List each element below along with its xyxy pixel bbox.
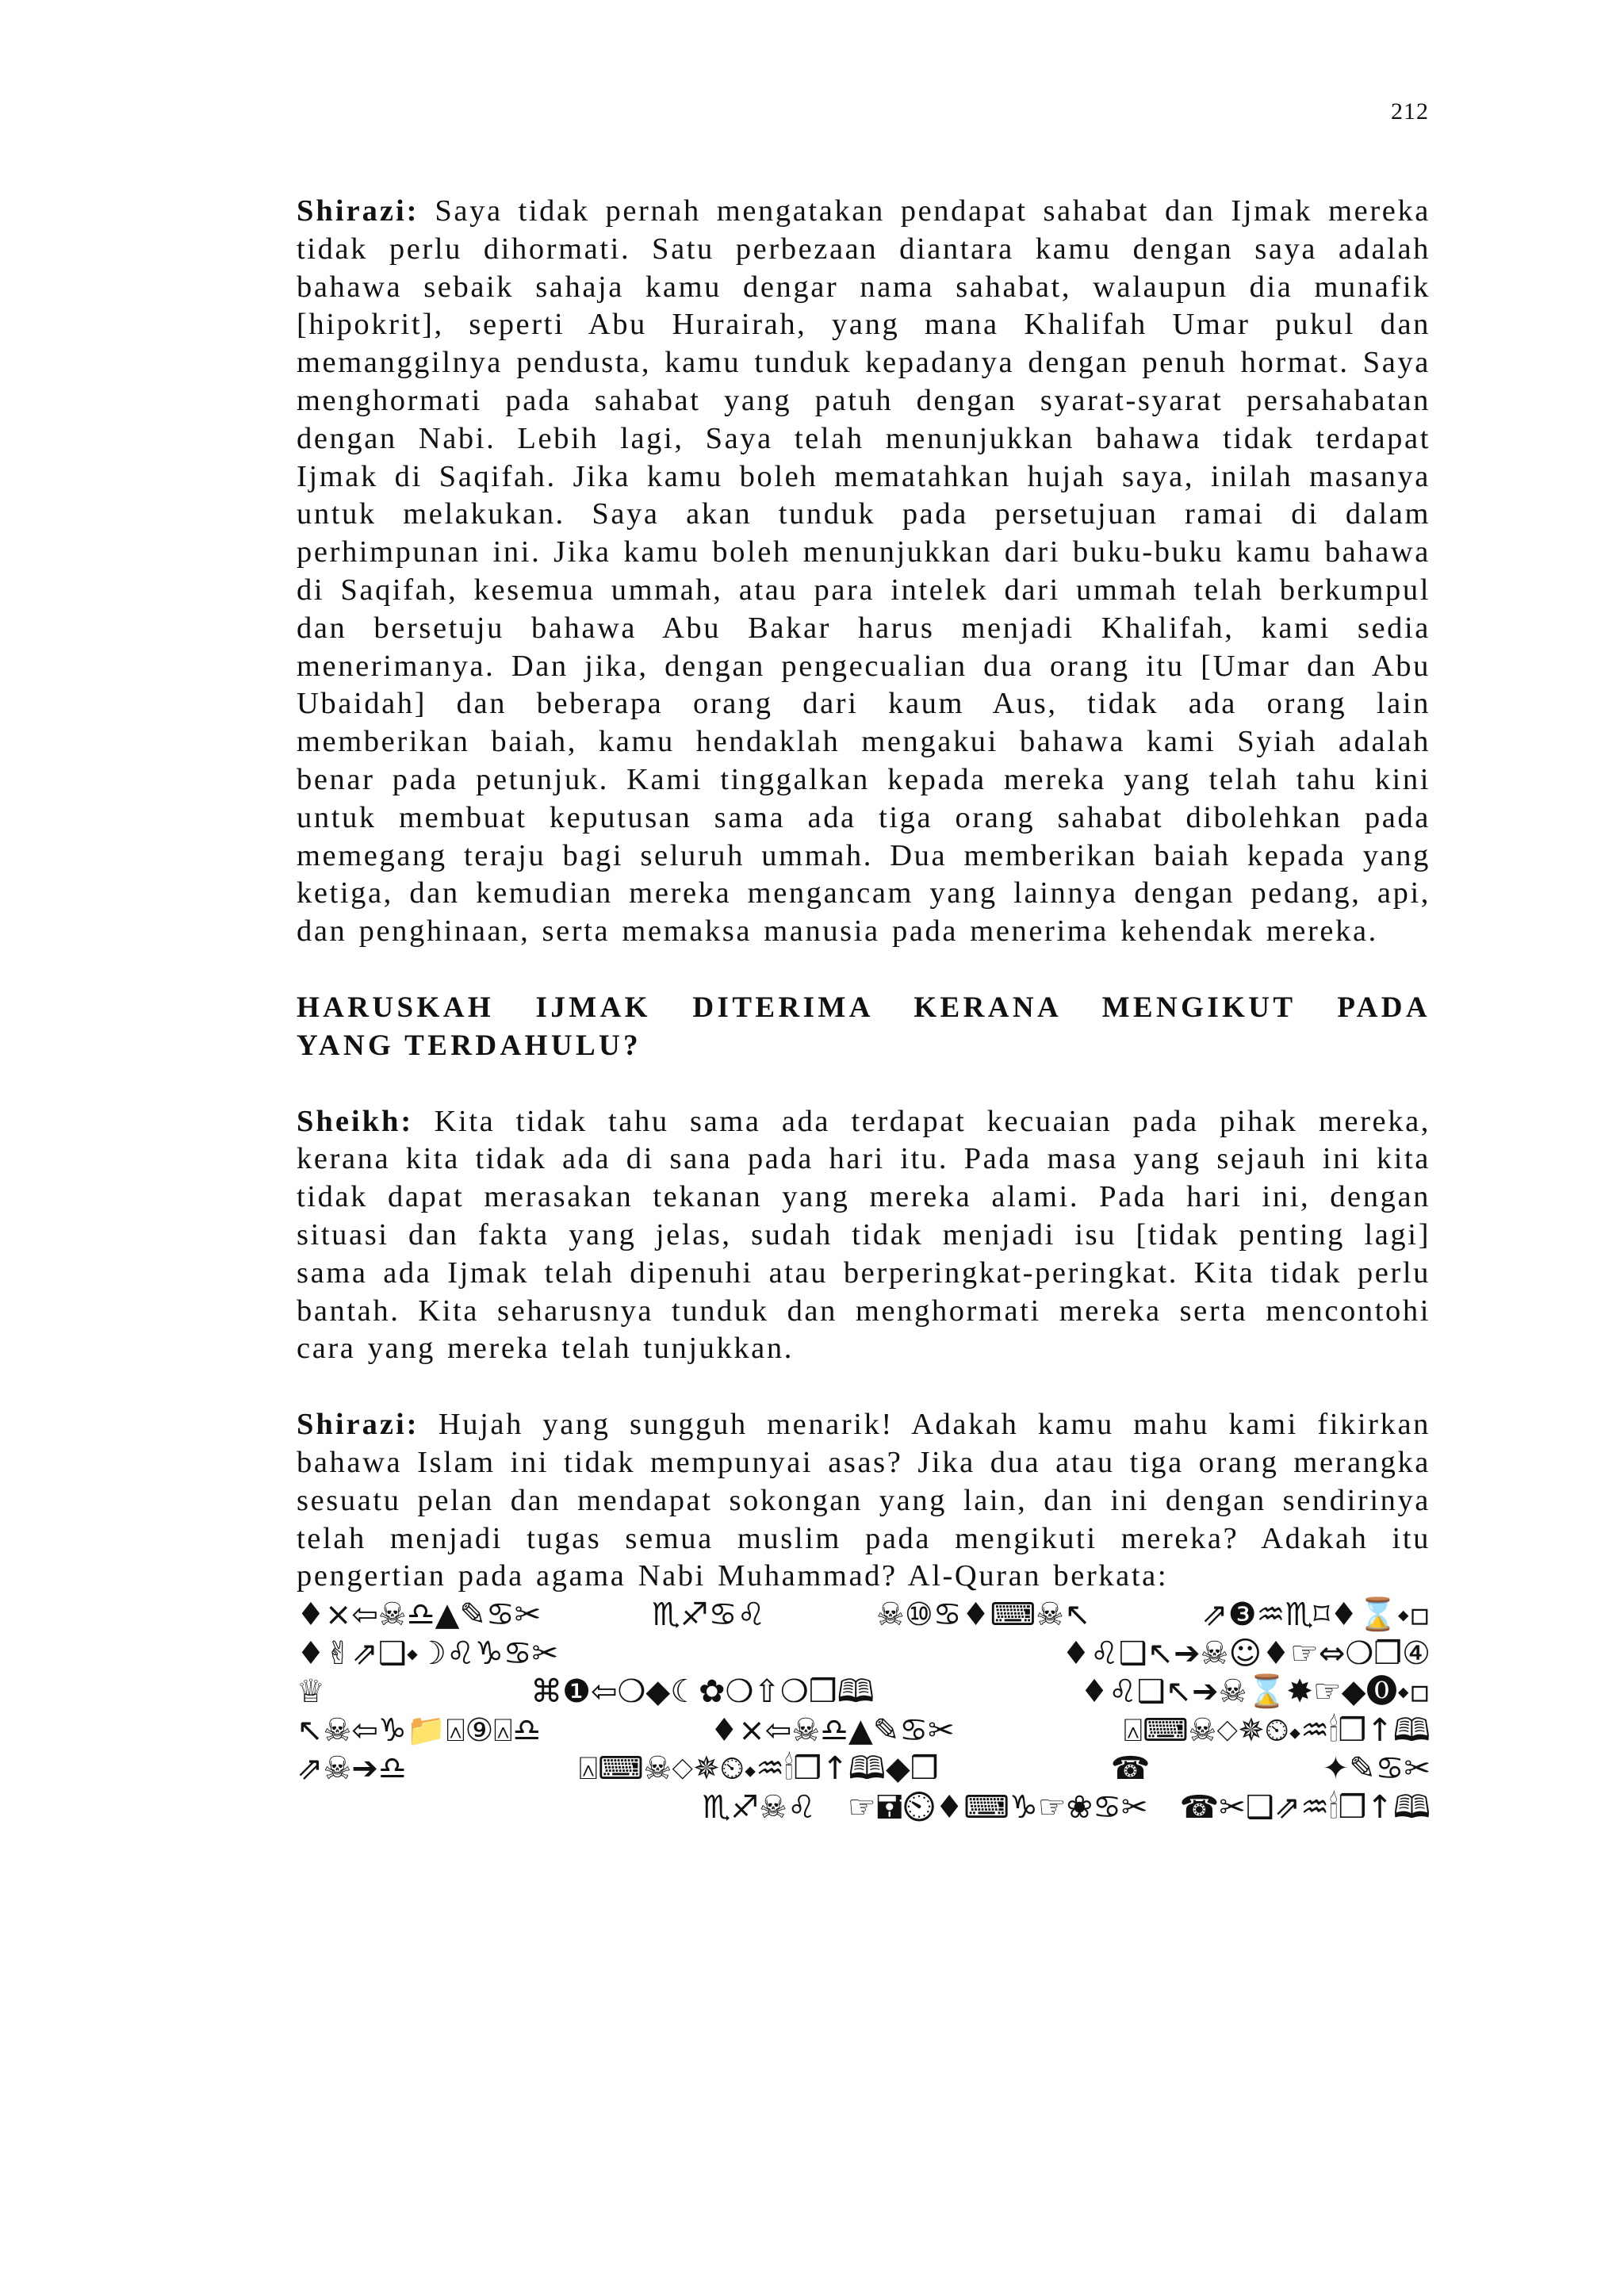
symbol-group: ✦✎♋✂ <box>1322 1750 1431 1788</box>
speaker-label: Shirazi: <box>297 194 419 228</box>
symbol-group: ⍓⌨☠⬦✵⏲⬩♒🕯❒↑🕮◆❒ <box>578 1750 939 1788</box>
speaker-label: Shirazi: <box>297 1408 419 1442</box>
paragraph-shirazi-2 <box>297 1406 1431 1596</box>
symbol-group: ⇗❸♒♏⌑♦⌛⬩▫ <box>1201 1596 1431 1634</box>
symbol-group: ♦♌❑↖➔☠⌛✸☞◆⓿⬩▫ <box>1080 1673 1431 1711</box>
page-body <box>297 193 1431 1826</box>
symbol-group: ☎ <box>1110 1750 1151 1788</box>
symbol-line <box>297 1596 1431 1635</box>
symbol-group: ♦♌❑↖➔☠☺♦☞⇔❍❐④ <box>1062 1635 1431 1672</box>
section-heading <box>297 989 1431 1065</box>
paragraph-text: Saya tidak pernah mengatakan pendapat sahabat dan Ijmak mereka tidak perlu dihormati. Satu perbezaan diantara kamu dengan saya adalah bahawa sebaik sahaja kamu dengar nama sahabat, walaupun dia munafik [hipokrit], seperti Abu Hurairah, yang mana Khalifah Umar pukul dan memanggilnya pendusta, kamu tunduk kepadanya dengan penuh hormat. Saya menghormati pada sahabat yang patuh dengan syarat-syarat persahabatan dengan Nabi. Lebih lagi, Saya telah menunjukkan bahawa tidak terdapat Ijmak di Saqifah. Jika kamu boleh mematahkan hujah saya, inilah masanya untuk melakukan. Saya akan tunduk pada persetujuan ramai di dalam perhimpunan ini. Jika kamu boleh menunjukkan dari buku-buku kamu bahawa di Saqifah, kesemua ummah, atau para intelek dari ummah telah berkumpul dan bersetuju bahawa Abu Bakar harus menjadi Khalifah, kami sedia menerimanya. Dan jika, dengan pengecualian dua orang itu [Umar dan Abu Ubaidah] dan beberapa orang dari kaum Aus, tidak ada orang lain memberikan baiah, kamu hendaklah mengakui bahawa kami Syiah adalah benar pada petunjuk. Kami tinggalkan kepada mereka yang telah tahu kini untuk membuat keputusan sama ada tiga orang sahabat dibolehkan pada memegang teraju bagi seluruh ummah. Dua memberikan baiah kepada yang ketiga, dan kemudian mereka mengancam yang lainnya dengan pedang, api, dan penghinaan, serta memaksa manusia pada menerima kehendak mereka. <box>297 194 1431 949</box>
symbol-line <box>297 1635 1431 1673</box>
paragraph-text: Hujah yang sungguh menarik! Adakah kamu mahu kami fikirkan bahawa Islam ini tidak mempunyai asas? Jika dua atau tiga orang merangka sesuatu pelan dan mendapat sokongan yang lain, dan ini dengan sendirinya telah menjadi tugas semua muslim pada mengikuti mereka? Adakah itu pengertian pada agama Nabi Muhammad? Al-Quran berkata: <box>297 1408 1431 1593</box>
quran-verse-symbol-block <box>297 1596 1431 1826</box>
paragraph-text: Kita tidak tahu sama ada terdapat kecuaian pada pihak mereka, kerana kita tidak ada di sana pada hari itu. Pada masa yang sejauh ini kita tidak dapat merasakan tekanan yang mereka alami. Pada hari ini, dengan situasi dan fakta yang jelas, sudah tidak menjadi isu [tidak penting lagi] sama ada Ijmak telah dipenuhi atau berperingkat-peringkat. Kita tidak perlu bantah. Kita seharusnya tunduk dan menghormati mereka serta mencontohi cara yang mereka telah tunjukkan. <box>297 1104 1431 1366</box>
symbol-group: ⌘❶⇦❍◆☾✿❍⇧❍❒🕮 <box>530 1673 875 1711</box>
page-number: 212 <box>1391 98 1429 125</box>
symbol-group: ☞🖬⏲♦⌨♑☞❀♋✂ <box>847 1788 1148 1826</box>
speaker-label: Sheikh: <box>297 1104 414 1138</box>
symbol-group: ⍓⌨☠⬦✵⏲⬩♒🕯❒↑🕮 <box>1123 1711 1431 1749</box>
paragraph-sheikh <box>297 1103 1431 1369</box>
symbol-group: ♦×⇦☠♎▲✎♋✂ <box>710 1711 955 1749</box>
symbol-group: ♏♐♋♌ <box>651 1596 766 1634</box>
symbol-group: ☠⑩♋♦⌨☠↖ <box>875 1596 1091 1634</box>
symbol-group: ♏♐☠♌ <box>702 1788 816 1826</box>
symbol-line <box>297 1750 1431 1788</box>
symbol-line <box>297 1788 1431 1827</box>
paragraph-shirazi-1 <box>297 193 1431 951</box>
symbol-group: ⇗☠➔♎ <box>297 1750 407 1788</box>
symbol-group: ☎✂❑⇗♒🕯❒↑🕮 <box>1179 1788 1431 1826</box>
symbol-line <box>297 1711 1431 1750</box>
symbol-line <box>297 1673 1431 1711</box>
symbol-group: ♕ <box>297 1673 325 1711</box>
symbol-group: ↖☠⇦♑📁⍓⑨⍓♎ <box>297 1711 542 1749</box>
section-heading-line-1: HARUSKAH IJMAK DITERIMA KERANA MENGIKUT PADA <box>297 991 1431 1024</box>
symbol-group: ♦×⇦☠♎▲✎♋✂ <box>297 1596 542 1634</box>
symbol-group: ♦✌⇗❑⬩☽♌♑♋✂ <box>297 1635 559 1672</box>
section-heading-line-2: YANG TERDAHULU? <box>297 1029 642 1062</box>
